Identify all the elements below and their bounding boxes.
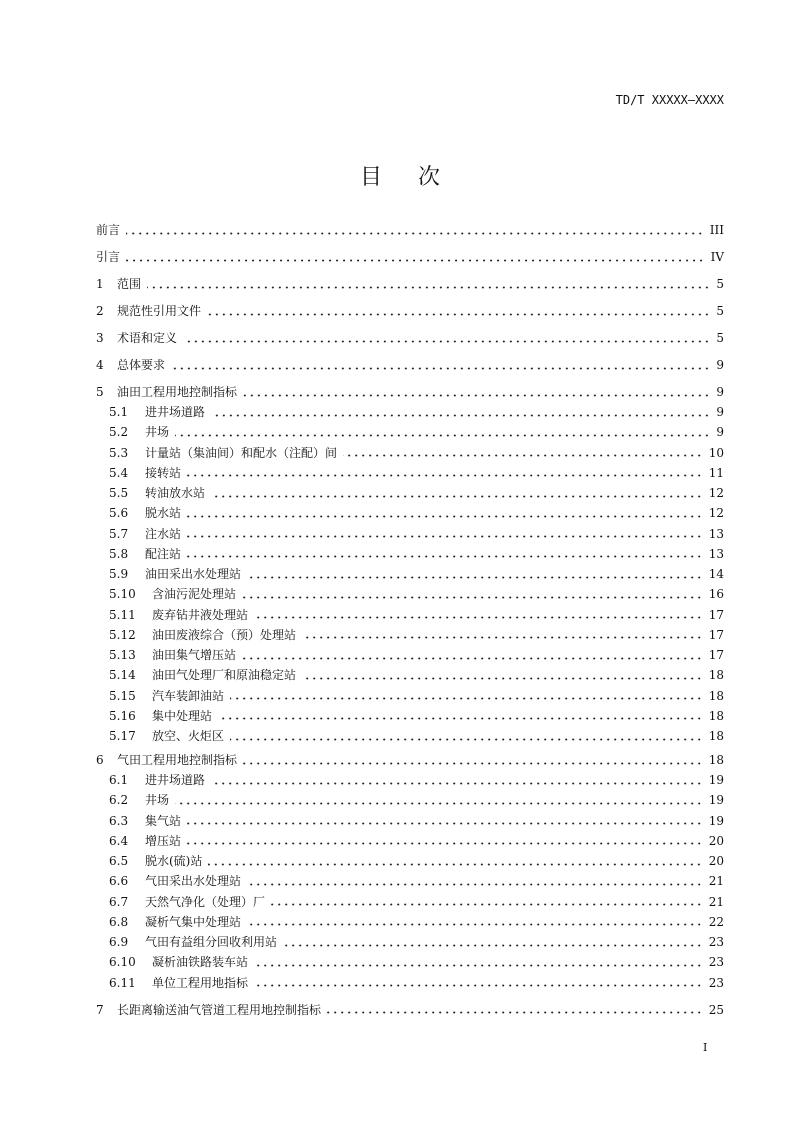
toc-entry-number: 6.6: [109, 874, 129, 889]
toc-entry-number: 5.11: [109, 607, 136, 622]
toc-entry-page: 10: [708, 445, 724, 460]
toc-entry[interactable]: [109, 404, 724, 420]
toc-entry-number: 5.3: [109, 445, 129, 460]
toc-entry-title: 进井场道路: [145, 773, 206, 787]
toc-entry[interactable]: [96, 276, 724, 292]
dot-leader: [327, 1011, 703, 1014]
toc-entry-title: 油田集气增压站: [152, 648, 237, 662]
toc-entry-title: 凝析气集中处理站: [145, 914, 242, 929]
toc-entry-page: 13: [708, 546, 724, 561]
toc-entry-title: 术语和定义: [117, 331, 178, 345]
title-char: 目: [359, 165, 382, 190]
toc-entry[interactable]: [96, 330, 724, 346]
dot-leader: [147, 286, 710, 289]
toc-entry-number: 6.11: [109, 975, 136, 990]
toc-entry-page: 18: [708, 708, 724, 723]
dot-leader: [230, 738, 703, 741]
toc-entry[interactable]: [109, 688, 724, 704]
toc-entry-title: 总体要求: [117, 358, 166, 372]
dot-leader: [302, 677, 703, 680]
toc-entry-number: 5.10: [109, 587, 136, 602]
dot-leader: [211, 414, 710, 417]
toc-entry-page: 21: [708, 894, 724, 909]
dot-leader: [242, 657, 703, 660]
dot-leader: [254, 964, 703, 967]
dot-leader: [175, 434, 710, 437]
toc-entry-title: 单位工程用地指标: [152, 975, 249, 990]
page-title: [0, 160, 800, 191]
toc-entry-page: 20: [708, 854, 724, 868]
toc-entry-number: 6.5: [109, 854, 129, 868]
toc-entry-page: 19: [708, 773, 724, 787]
toc-entry-number: 6.4: [109, 833, 129, 848]
toc-entry-number: 5.5: [109, 486, 129, 500]
toc-entry[interactable]: [109, 914, 724, 930]
toc-entry-page: 25: [708, 1002, 724, 1017]
dot-leader: [187, 535, 703, 538]
toc-entry-number: 5.4: [109, 465, 129, 480]
toc-entry-number: 5.8: [109, 546, 129, 561]
title-char: 次: [418, 165, 441, 190]
dot-leader: [187, 822, 703, 825]
toc-entry[interactable]: [109, 792, 724, 808]
toc-entry-page: 9: [716, 385, 724, 399]
toc-entry[interactable]: [109, 546, 724, 562]
toc-entry-page: 5: [716, 277, 724, 291]
toc-entry[interactable]: [109, 607, 724, 623]
toc-entry-title: 注水站: [145, 526, 182, 541]
toc-entry-page: 16: [708, 587, 724, 602]
toc-entry-title: 油田气处理厂和原油稳定站: [152, 668, 297, 683]
toc-entry-title: 集中处理站: [152, 708, 213, 723]
toc-entry-page: 12: [708, 506, 724, 521]
toc-entry-page: 5: [716, 331, 724, 345]
toc-entry-title: 气田采出水处理站: [145, 874, 242, 889]
dot-leader: [247, 576, 703, 579]
toc-entry-title: 引言: [96, 250, 121, 264]
toc-entry-title: 放空、火炬区: [152, 729, 225, 743]
toc-entry-title: 油田工程用地控制指标: [117, 385, 238, 399]
dot-leader: [211, 782, 703, 785]
toc-entry-title: 汽车装卸油站: [152, 688, 225, 703]
dot-leader: [175, 802, 703, 805]
dot-leader: [211, 495, 703, 498]
toc-entry-title: 油田采出水处理站: [145, 567, 242, 581]
toc-entry[interactable]: [109, 667, 724, 683]
toc-entry[interactable]: [109, 833, 724, 849]
toc-entry-number: 6.1: [109, 773, 129, 787]
dot-leader: [208, 863, 702, 866]
dot-leader: [207, 313, 710, 316]
toc-entry-page: 20: [708, 833, 724, 848]
toc-entry-title: 脱水站: [145, 506, 182, 521]
dot-leader: [343, 454, 703, 457]
dot-leader: [187, 474, 703, 477]
toc-entry[interactable]: [109, 526, 724, 542]
toc-entry-number: 3: [96, 331, 104, 345]
toc-entry[interactable]: [96, 222, 724, 238]
toc-entry[interactable]: [109, 586, 724, 602]
dot-leader: [271, 903, 703, 906]
toc-entry-number: 5.17: [109, 729, 136, 743]
toc-entry-number: 4: [96, 358, 104, 372]
toc-entry[interactable]: [109, 627, 724, 643]
toc-entry-number: 6.10: [109, 955, 136, 970]
dot-leader: [126, 259, 705, 262]
toc-entry[interactable]: [109, 424, 724, 440]
toc-entry-page: 21: [708, 874, 724, 889]
toc-entry[interactable]: [109, 505, 724, 521]
toc-entry-number: 6.2: [109, 793, 129, 808]
toc-entry-title: 天然气净化（处理）厂: [145, 894, 266, 909]
toc-entry-page: III: [709, 223, 724, 237]
toc-entry-title: 配注站: [145, 546, 182, 561]
toc-entry-title: 范围: [117, 277, 142, 291]
dot-leader: [243, 394, 710, 397]
toc-entry-page: 18: [708, 668, 724, 683]
toc-entry[interactable]: [109, 975, 724, 991]
toc-entry-number: 2: [96, 304, 104, 318]
toc-entry-title: 进井场道路: [145, 405, 206, 419]
toc-entry-title: 油田废液综合（预）处理站: [152, 627, 297, 642]
dot-leader: [187, 555, 703, 558]
toc-entry[interactable]: [109, 465, 724, 481]
toc-entry[interactable]: [109, 566, 724, 582]
dot-leader: [230, 697, 703, 700]
toc-entry-page: IV: [710, 250, 724, 264]
toc-entry[interactable]: [96, 249, 724, 265]
dot-leader: [242, 596, 703, 599]
dot-leader: [187, 515, 703, 518]
toc-entry-title: 计量站（集油间）和配水（注配）间: [145, 445, 338, 460]
toc-entry-page: 14: [708, 567, 724, 581]
dot-leader: [126, 232, 704, 235]
toc-entry-number: 5.9: [109, 567, 129, 581]
toc-entry[interactable]: [109, 647, 724, 663]
toc-entry[interactable]: [109, 813, 724, 829]
toc-entry[interactable]: [109, 934, 724, 950]
toc-entry[interactable]: [109, 728, 724, 744]
toc-entry-number: 5.16: [109, 708, 136, 723]
toc-entry-page: 18: [708, 729, 724, 743]
toc-entry-title: 凝析油铁路装车站: [152, 955, 249, 970]
dot-leader: [302, 636, 703, 639]
toc-entry-page: 23: [708, 955, 724, 970]
toc-entry-page: 17: [708, 648, 724, 662]
toc-entry[interactable]: [109, 853, 724, 869]
toc-entry-title: 井场: [145, 425, 170, 440]
toc-entry-number: 5.13: [109, 648, 136, 662]
toc-entry[interactable]: [96, 752, 724, 768]
toc-entry-title: 含油污泥处理站: [152, 587, 237, 602]
toc-entry-title: 气田有益组分回收利用站: [145, 935, 278, 949]
toc-entry[interactable]: [96, 384, 724, 400]
toc-entry-title: 气田工程用地控制指标: [117, 753, 238, 767]
toc-entry-title: 接转站: [145, 465, 182, 480]
toc-entry-number: 5.2: [109, 425, 129, 440]
dot-leader: [183, 340, 710, 343]
toc-entry-page: 9: [716, 358, 724, 372]
toc-entry-page: 9: [716, 405, 724, 419]
toc-entry-page: 22: [708, 914, 724, 929]
toc-entry-page: 23: [708, 935, 724, 949]
dot-leader: [218, 717, 703, 720]
toc-entry-title: 废弃钻井液处理站: [152, 607, 249, 622]
toc-entry-page: 19: [708, 793, 724, 808]
toc-entry-page: 17: [708, 607, 724, 622]
toc-entry-number: 7: [96, 1002, 104, 1017]
toc-entry-page: 19: [708, 813, 724, 828]
toc-entry-title: 前言: [96, 223, 121, 237]
toc-entry[interactable]: [109, 772, 724, 788]
dot-leader: [254, 616, 703, 619]
toc-entry-title: 规范性引用文件: [117, 304, 202, 318]
document-code: TD/T XXXXX—XXXX: [615, 93, 724, 107]
toc-entry-number: 6.8: [109, 914, 129, 929]
toc-entry[interactable]: [96, 1002, 724, 1018]
dot-leader: [247, 883, 703, 886]
toc-entry[interactable]: [109, 954, 724, 970]
toc-entry-number: 6.3: [109, 813, 129, 828]
dot-leader: [187, 842, 703, 845]
toc-entry-number: 5.1: [109, 405, 129, 419]
toc-entry-number: 6.7: [109, 894, 129, 909]
dot-leader: [243, 762, 703, 765]
toc-entry-page: 18: [708, 688, 724, 703]
page-number: I: [703, 1041, 708, 1054]
toc-entry-page: 18: [708, 753, 724, 767]
toc-entry-page: 17: [708, 627, 724, 642]
toc-entry[interactable]: [109, 873, 724, 889]
toc-entry-page: 13: [708, 526, 724, 541]
toc-entry[interactable]: [109, 445, 724, 461]
toc-entry-title: 转油放水站: [145, 486, 206, 500]
dot-leader: [171, 367, 710, 370]
toc-entry[interactable]: [109, 894, 724, 910]
toc-entry-page: 23: [708, 975, 724, 990]
toc-entry-title: 井场: [145, 793, 170, 808]
toc-entry[interactable]: [109, 485, 724, 501]
dot-leader: [247, 923, 703, 926]
toc-entry-number: 5.15: [109, 688, 136, 703]
toc-entry-number: 6: [96, 753, 104, 767]
toc-entry-page: 11: [708, 465, 724, 480]
toc-entry-page: 12: [708, 486, 724, 500]
dot-leader: [283, 944, 703, 947]
toc-entry-number: 5.7: [109, 526, 129, 541]
toc-entry[interactable]: [96, 357, 724, 373]
toc-entry-page: 5: [716, 304, 724, 318]
toc-entry-number: 5.6: [109, 506, 129, 521]
toc-entry-number: 1: [96, 277, 104, 291]
toc-entry-number: 5: [96, 385, 104, 399]
toc-entry-number: 5.12: [109, 627, 136, 642]
toc-entry-title: 增压站: [145, 833, 182, 848]
toc-entry[interactable]: [109, 708, 724, 724]
toc-entry-title: 集气站: [145, 813, 182, 828]
toc-entry-number: 6.9: [109, 935, 129, 949]
toc-entry-number: 5.14: [109, 668, 136, 683]
toc-entry-page: 9: [716, 425, 724, 440]
toc-entry[interactable]: [96, 303, 724, 319]
toc-entry-title: 长距离输送油气管道工程用地控制指标: [117, 1002, 322, 1017]
dot-leader: [254, 984, 703, 987]
toc-entry-title: 脱水(硫)站: [145, 854, 203, 868]
